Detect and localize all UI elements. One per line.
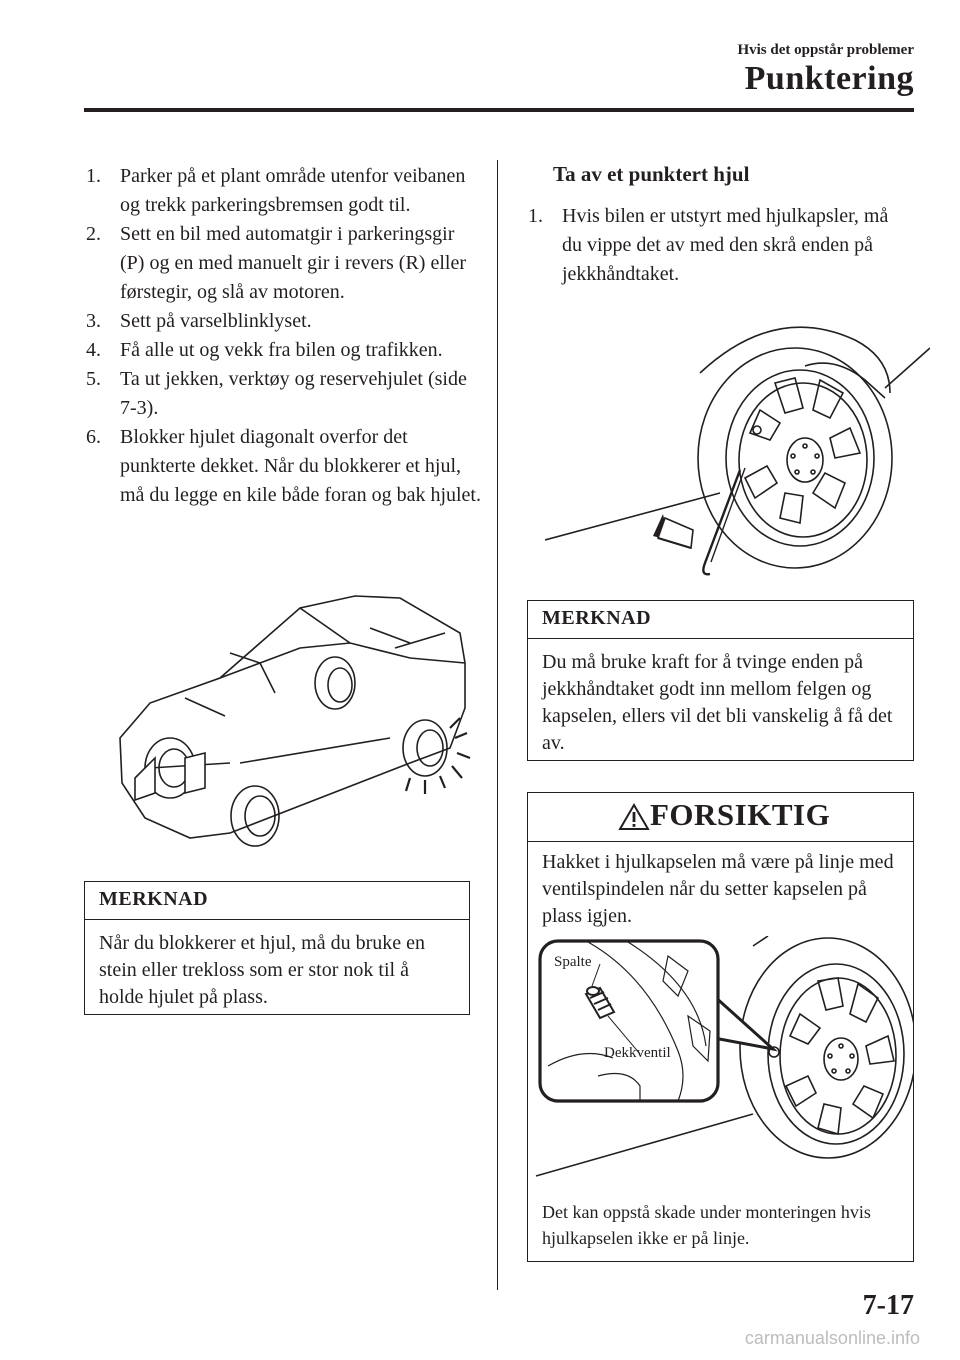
caution-divider bbox=[528, 841, 913, 842]
step-number: 6. bbox=[86, 426, 101, 448]
step-number: 1. bbox=[528, 205, 543, 227]
list-item bbox=[86, 220, 481, 307]
step-number: 2. bbox=[86, 223, 101, 245]
caution-title: FORSIKTIG bbox=[650, 797, 831, 832]
step-number: 4. bbox=[86, 339, 101, 361]
hubcap-alignment-illustration bbox=[528, 936, 913, 1186]
step-number: 3. bbox=[86, 310, 101, 332]
list-item bbox=[86, 307, 481, 336]
step-text: Sett på varselblinklyset. bbox=[120, 310, 312, 332]
list-item bbox=[86, 336, 481, 365]
note-text: Når du blokkerer et hjul, må du bruke en stein eller trekloss som er stor nok til å holde hjulet på plass. bbox=[99, 932, 426, 1008]
caution-text: Hakket i hjulkapselen må være på linje med ventilspindelen når du setter kapselen på plass igjen. bbox=[542, 851, 894, 927]
step-text: Hvis bilen er utstyrt med hjulkapsler, må du vippe det av med den skrå enden på jekkhåndtaket. bbox=[562, 205, 889, 285]
caution-header bbox=[528, 793, 913, 841]
caution-box bbox=[527, 792, 914, 1262]
warning-triangle-icon bbox=[618, 803, 650, 831]
step-list-right bbox=[528, 202, 913, 289]
page-title: Punktering bbox=[744, 60, 914, 97]
step-text: Sett en bil med automatgir i parkeringsgir (P) og en med manuelt gir i revers (R) eller førstegir, og slå av motoren. bbox=[120, 223, 466, 303]
step-text: Blokker hjulet diagonalt overfor det punkterte dekket. Når du blokkerer et hjul, må du legge en kile både foran og bak hjulet. bbox=[120, 426, 481, 506]
list-item bbox=[86, 162, 481, 220]
page-number: 7-17 bbox=[862, 1290, 914, 1321]
step-text: Få alle ut og vekk fra bilen og trafikken. bbox=[120, 339, 443, 361]
section-title: Hvis det oppstår problemer bbox=[737, 42, 914, 58]
caution-footer: Det kan oppstå skade under monteringen hvis hjulkapselen ikke er på linje. bbox=[542, 1202, 871, 1248]
note-box-left bbox=[84, 881, 470, 1015]
car-wheel-chock-illustration bbox=[110, 588, 480, 858]
note-text: Du må bruke kraft for å tvinge enden på jekkhåndtaket godt inn mellom felgen og kapselen, ellers vil det bli vanskelig å få det av. bbox=[542, 651, 893, 754]
column-divider bbox=[497, 160, 498, 1290]
step-list-left bbox=[86, 162, 481, 510]
slot-label: Spalte bbox=[554, 954, 592, 970]
step-text: Parker på et plant område utenfor veibanen og trekk parkeringsbremsen godt til. bbox=[120, 165, 466, 216]
note-box-right bbox=[527, 600, 914, 761]
note-heading: MERKNAD bbox=[528, 601, 913, 639]
watermark: carmanualsonline.info bbox=[744, 1328, 920, 1348]
list-item bbox=[86, 423, 481, 510]
list-item bbox=[86, 365, 481, 423]
list-item bbox=[528, 202, 913, 289]
note-heading: MERKNAD bbox=[85, 882, 469, 920]
valve-label: Dekkventil bbox=[604, 1045, 671, 1061]
hubcap-removal-illustration bbox=[545, 318, 930, 580]
header-rule bbox=[84, 108, 914, 112]
step-text: Ta ut jekken, verktøy og reservehjulet (side 7-3). bbox=[120, 368, 467, 419]
section-heading: Ta av et punktert hjul bbox=[553, 162, 750, 186]
step-number: 1. bbox=[86, 165, 101, 187]
step-number: 5. bbox=[86, 368, 101, 390]
